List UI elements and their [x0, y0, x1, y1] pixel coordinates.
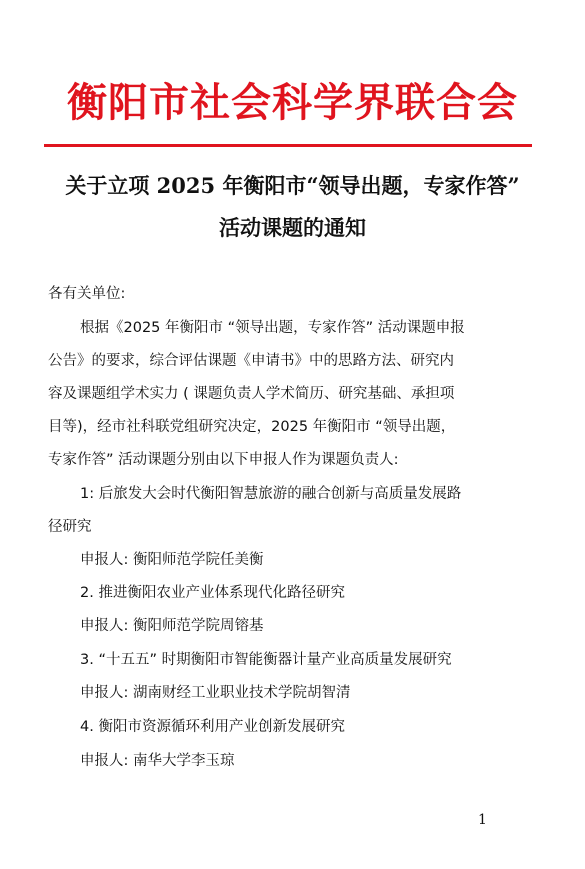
- header-divider-rule: [44, 144, 532, 147]
- intro-line-3: 容及课题组学术实力 ( 课题负责人学术简历、研究基础、承担项: [48, 386, 455, 402]
- project-1-title-line-2: 径研究: [48, 519, 92, 535]
- project-2-title: 2. 推进衡阳农业产业体系现代化路径研究: [80, 585, 345, 601]
- intro-line-5: 专家作答” 活动课题分别由以下申报人作为课题负责人:: [48, 452, 399, 468]
- project-1-applicant: 申报人: 衡阳师范学院任美衡: [80, 552, 264, 568]
- intro-line-2: 公告》的要求，综合评估课题《申请书》中的思路方法、研究内: [48, 353, 454, 369]
- page-number: 1: [478, 812, 487, 828]
- project-1-title-line-1: 1: 后旅发大会时代衡阳智慧旅游的融合创新与高质量发展路: [80, 486, 462, 502]
- org-header-title: 衡阳市社会科学界联合会: [67, 79, 518, 126]
- document-title-line-1: 关于立项 2025 年衡阳市“领导出题，专家作答”: [65, 173, 520, 198]
- intro-line-4: 目等)，经市社科联党组研究决定，2025 年衡阳市 “领导出题，: [48, 419, 456, 435]
- project-3-title: 3. “十五五” 时期衡阳市智能衡器计量产业高质量发展研究: [80, 652, 452, 668]
- project-3-applicant: 申报人: 湖南财经工业职业技术学院胡智清: [80, 685, 351, 701]
- project-2-applicant: 申报人: 衡阳师范学院周镕基: [80, 618, 264, 634]
- project-4-applicant: 申报人: 南华大学李玉琼: [80, 753, 235, 769]
- document-title-line-2: 活动课题的通知: [219, 215, 366, 240]
- project-4-title: 4. 衡阳市资源循环利用产业创新发展研究: [80, 719, 345, 735]
- salutation: 各有关单位:: [48, 286, 126, 302]
- intro-line-1: 根据《2025 年衡阳市 “领导出题，专家作答” 活动课题申报: [80, 320, 465, 336]
